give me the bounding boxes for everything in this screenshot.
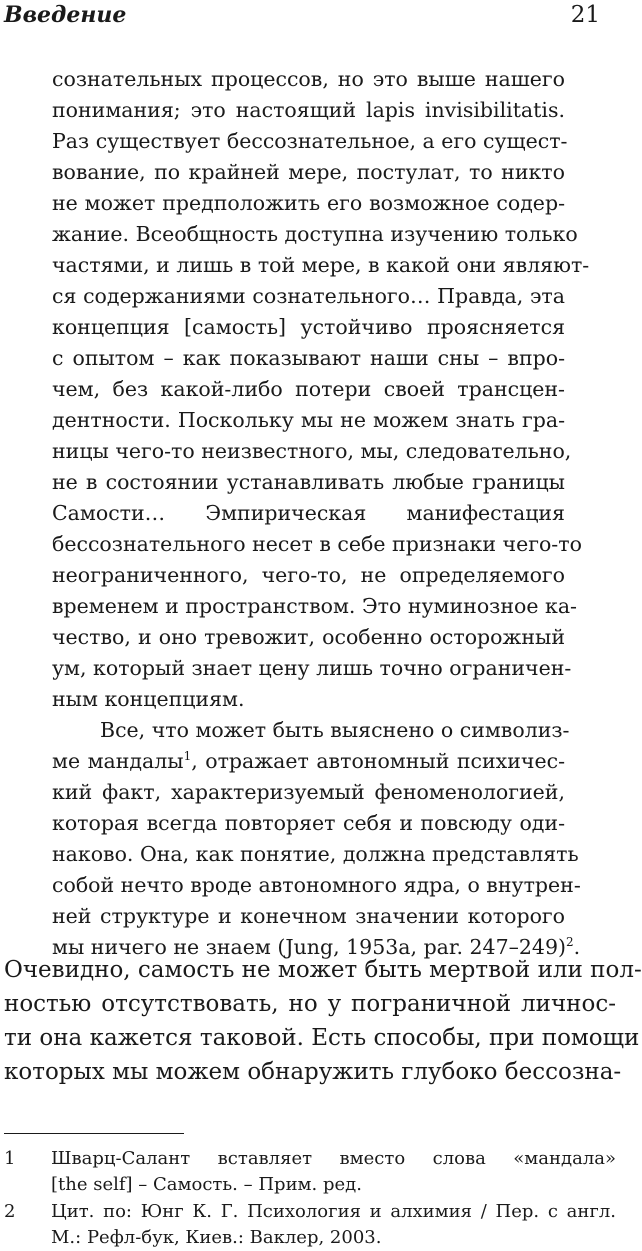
quote-line: концепция [самость] устойчиво проясняется — [52, 315, 565, 339]
body-paragraph — [4, 953, 642, 1089]
quote-line: сознательных процессов, но это выше нашего — [52, 67, 565, 91]
quote-line: неограниченного, чего-то, не определяемого — [52, 563, 565, 587]
quote-line: ум, который знает цену лишь точно ограничен- — [52, 656, 572, 680]
quote-fragment: мы ничего не знаем (Jung, 1953a, par. 247–249) — [52, 935, 566, 959]
quote-line: ней структуре и конечном значении которого — [52, 904, 565, 928]
quote-line: не может предположить его возможное содер- — [52, 191, 565, 215]
body-line: которых мы можем обнаружить глубоко бессозна- — [4, 1059, 622, 1085]
quote-line: не в состоянии устанавливать любые границы — [52, 470, 565, 494]
footnote-line: Цит. по: Юнг К. Г. Психология и алхимия / Пер. с англ. — [51, 1201, 616, 1222]
body-line: ти она кажется таковой. Есть способы, при помощи — [4, 1025, 640, 1051]
footnote-2 — [4, 1199, 616, 1251]
quote-line: ся содержаниями сознательного… Правда, эта — [52, 284, 565, 308]
quote-line: наково. Она, как понятие, должна представлять — [52, 842, 579, 866]
quote-line: частями, и лишь в той мере, в какой они являют- — [52, 253, 590, 277]
block-quote — [52, 64, 590, 963]
footnote-ref-1[interactable]: 1 — [183, 749, 192, 764]
quote-fragment: ме мандалы — [52, 749, 184, 773]
footnote-text — [51, 1146, 616, 1198]
quote-fragment: , отражает автономный психичес- — [191, 749, 565, 773]
body-line: Очевидно, самость не может быть мертвой или пол- — [4, 957, 642, 983]
quote-line: жание. Всеобщность доступна изучению только — [52, 222, 578, 246]
quote-line: Самости… Эмпирическая манифестация — [52, 501, 565, 525]
quote-line: с опытом – как показывают наши сны – впро- — [52, 346, 565, 370]
quote-line: чем, без какой-либо потери своей трансцен- — [52, 377, 565, 401]
quote-line: дентности. Поскольку мы не можем знать гра- — [52, 408, 565, 432]
quote-line: кий факт, характеризуемый феноменологией, — [52, 780, 565, 804]
quote-line: собой нечто вроде автономного ядра, о внутрен- — [52, 873, 581, 897]
quote-line: временем и пространством. Это нуминозное ка- — [52, 594, 577, 618]
footnote-ref-2[interactable]: 2 — [566, 935, 574, 950]
footnote-divider — [4, 1133, 184, 1134]
quote-line: Раз существует бессознательное, а его сущест- — [52, 129, 568, 153]
page-number: 21 — [570, 2, 600, 28]
footnotes — [4, 1146, 616, 1251]
quote-line — [52, 746, 565, 777]
quote-line: ницы чего-то неизвестного, мы, следовательно, — [52, 439, 572, 463]
footnote-line: Шварц-Салант вставляет вместо слова «мандала» — [51, 1148, 616, 1169]
footnote-text — [51, 1199, 616, 1251]
running-head: Введение — [4, 2, 127, 28]
footnote-number: 1 — [4, 1148, 16, 1169]
footnote-line: [the self] – Самость. – Прим. ред. — [51, 1174, 362, 1195]
quote-line: мы ничего не знаем (Jung, 1953a, par. 247–249)$^2$. — [52, 935, 581, 959]
page-header — [0, 0, 620, 34]
body-line: ностью отсутствовать, но у пограничной личнос- — [4, 991, 616, 1017]
quote-line: понимания; это настоящий lapis invisibilitatis. — [52, 98, 565, 122]
footnote-number: 2 — [4, 1201, 16, 1222]
quote-line: Все, что может быть выяснено о символиз- — [100, 718, 570, 742]
quote-line: которая всегда повторяет себя и повсюду оди- — [52, 811, 565, 835]
quote-line: вование, по крайней мере, постулат, то никто — [52, 160, 565, 184]
footnote-1 — [4, 1146, 616, 1198]
footnote-line: М.: Рефл-бук, Киев.: Ваклер, 2003. — [51, 1227, 382, 1248]
quote-line: чество, и оно тревожит, особенно осторожный — [52, 625, 565, 649]
quote-line: бессознательного несет в себе признаки чего-то — [52, 532, 582, 556]
quote-line: ным концепциям. — [52, 687, 245, 711]
